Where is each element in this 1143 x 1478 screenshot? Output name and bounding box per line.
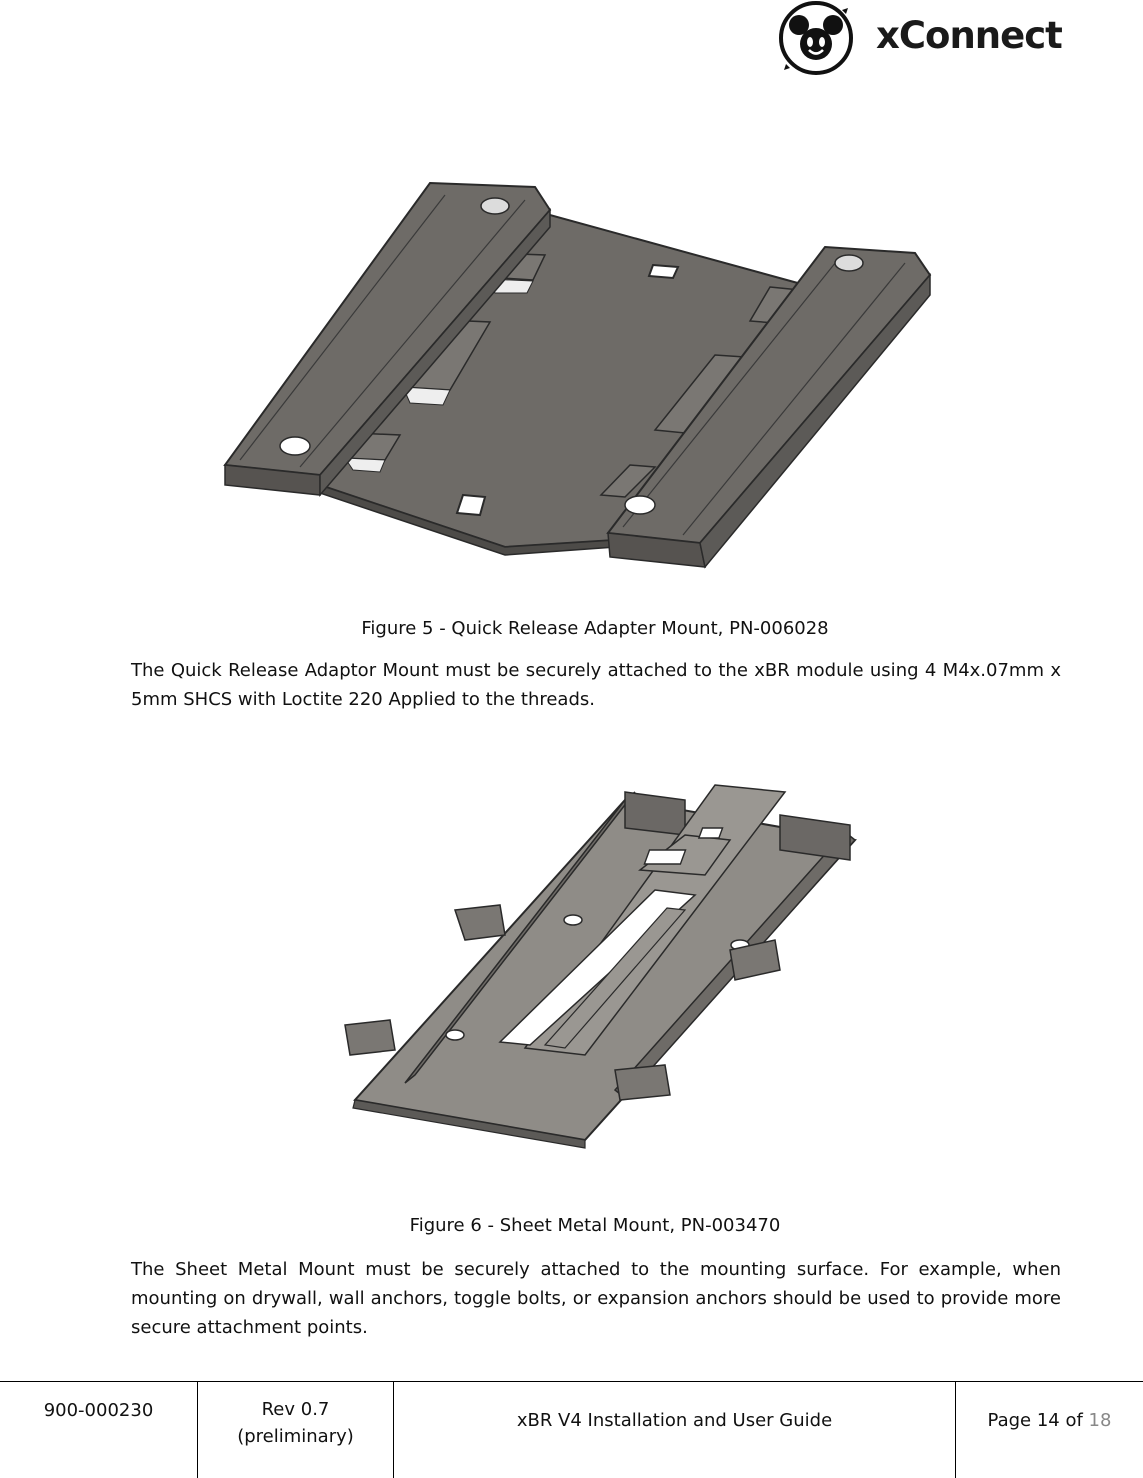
figure-5-paragraph: The Quick Release Adaptor Mount must be securely attached to the xBR module using 4 M4x.07mm x 5mm SHCS with Loctite 220 Applied to the threads. xyxy=(131,660,1061,710)
figure-6-caption: Figure 6 - Sheet Metal Mount, PN-003470 xyxy=(409,1215,781,1236)
revision-label: Rev 0.7 xyxy=(261,1399,330,1420)
footer-doc-number: 900-000230 xyxy=(0,1382,198,1478)
figure-5-caption: Figure 5 - Quick Release Adapter Mount, PN-006028 xyxy=(361,618,829,639)
mouse-head-icon xyxy=(776,0,856,78)
revision-status: (preliminary) xyxy=(237,1426,354,1447)
page-prefix: Page 14 of xyxy=(987,1410,1083,1431)
logo-text: xConnect xyxy=(876,14,1062,57)
figure-6-paragraph: The Sheet Metal Mount must be securely attached to the mounting surface. For example, when mounting on drywall, wall anchors, toggle bolts, or expansion anchors should be used to provide more secure attachment points. xyxy=(131,1259,1061,1338)
footer-page-number xyxy=(956,1382,1143,1478)
footer-revision xyxy=(198,1382,394,1478)
figure-6-image xyxy=(335,780,865,1155)
page-total: 18 xyxy=(1088,1410,1112,1431)
footer-table xyxy=(0,1381,1143,1478)
footer-title: xBR V4 Installation and User Guide xyxy=(394,1382,956,1478)
figure-5-image xyxy=(205,175,945,575)
